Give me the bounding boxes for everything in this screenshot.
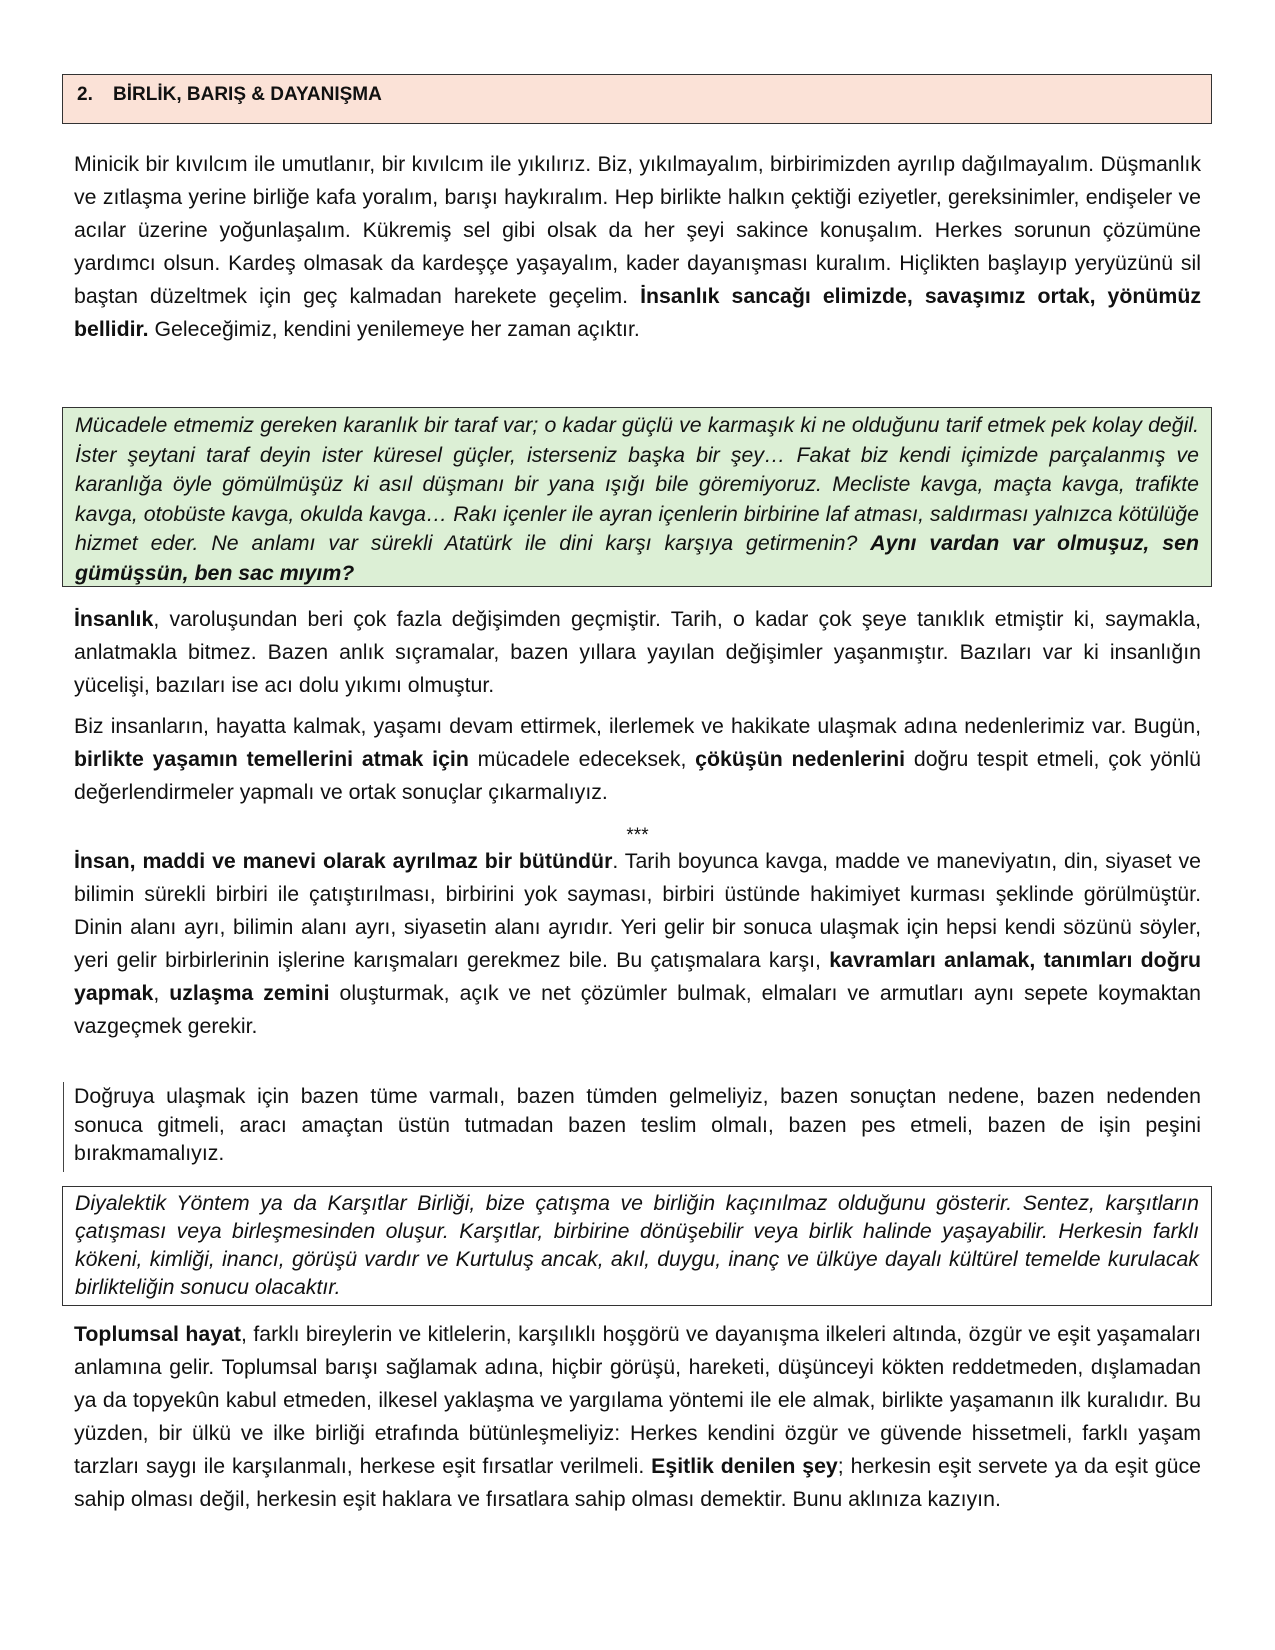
paragraph-human-whole bbox=[74, 845, 1201, 1043]
paragraph-text: . Tarih boyunca kavga, madde ve maneviyatın, din, siyaset ve bilimin sürekli birbiri ile çatıştırılması, birbirini yok sayması, birbiri üstünde hakimiyet kurması şeklinde görülmüştür. Dinin alanı ayrı, bilimin alanı ayrı, siyasetin alanı ayrıdır. Yeri gelir bir sonuca ulaşmak için hepsi kendi sözünü söyler, yeri gelir birbirlerinin işlerine karışmaları gerekmez bile. Bu çatışmalara karşı, bbox=[74, 849, 1201, 972]
paragraph-text: Geleceğimiz, kendini yenilemeye her zaman açıktır. bbox=[148, 317, 640, 341]
paragraph-humanity bbox=[74, 603, 1201, 702]
bold-phrase: İnsanlık bbox=[74, 607, 154, 631]
quote-box-dialectic bbox=[62, 1186, 1212, 1306]
section-number: 2. bbox=[77, 84, 93, 105]
paragraph-text: doğru tespit etmeli, çok yönlü değerlendirmeler yapmalı ve ortak sonuçlar çıkarmalıyız. bbox=[74, 747, 1202, 804]
paragraph-intro bbox=[74, 148, 1201, 346]
paragraph-text: , farklı bireylerin ve kitlelerin, karşılıklı hoşgörü ve dayanışma ilkeleri altında, özgür ve eşit yaşamaları anlamına gelir. Toplumsal barışı sağlamak adına, hiçbir görüşü, hareketi, düşünceyi kökten reddetmeden, dışlamadan ya da topyekûn kabul etmeden, ilkesel yaklaşma ve yargılama yöntemi ile ele almak, birlikte yaşamanın ilk kuralıdır. Bu yüzden, bir ülkü ve ilke birliği etrafında bütünleşmeliyiz: Herkes kendini özgür ve güvende hissetmeli, farklı yaşam tarzları saygı ile karşılanmalı, herkese eşit fırsatlar verilmeli. bbox=[74, 1322, 1201, 1478]
paragraph-reasons bbox=[74, 710, 1201, 809]
section-heading bbox=[62, 74, 1212, 124]
quote-bold-phrase: Aynı vardan var olmuşuz, sen gümüşsün, ben sac mıyım? bbox=[75, 531, 1199, 585]
quote-text: Mücadele etmemiz gereken karanlık bir taraf var; o kadar güçlü ve karmaşık ki ne olduğunu tarif etmek pek kolay değil. İster şeytani taraf deyin ister küresel güçler, isterseniz başka bir şey… Fakat biz kendi içimizde parçalanmış ve karanlığa öyle gömülmüşüz ki asıl düşmanı bir yana ışığı bile göremiyoruz. Mecliste kavga, maçta kavga, trafikte kavga, otobüste kavga, okulda kavga… Rakı içenler ile ayran içenlerin birbirine laf atması, saldırması yalnızca kötülüğe hizmet eder. Ne anlamı var sürekli Atatürk ile dini karşı karşıya getirmenin? bbox=[75, 413, 1199, 555]
bold-phrase: Eşitlik denilen şey bbox=[651, 1454, 838, 1478]
section-title: BİRLİK, BARIŞ & DAYANIŞMA bbox=[113, 84, 382, 105]
paragraph-text: ; herkesin eşit servete ya da eşit güce sahip olması değil, herkesin eşit haklara ve fırsatlara sahip olması demektir. Bunu aklınıza kazıyın. bbox=[74, 1454, 1201, 1511]
paragraph-text: , varoluşundan beri çok fazla değişimden geçmiştir. Tarih, o kadar çok şeye tanıklık etmiştir ki, saymakla, anlatmakla bitmez. Bazen anlık sıçramalar, bazen yıllara yayılan değişimler yaşanmıştır. Bazıları var ki insanlığın yücelişi, bazıları ise acı dolu yıkımı olmuştur. bbox=[74, 607, 1201, 697]
paragraph-text: Biz insanların, hayatta kalmak, yaşamı devam ettirmek, ilerlemek ve hakikate ulaşmak adına nedenlerimiz var. Bugün, bbox=[74, 714, 1201, 738]
bold-phrase: İnsan, maddi ve manevi olarak ayrılmaz bir bütündür bbox=[74, 849, 613, 873]
bold-phrase: birlikte yaşamın temellerini atmak için bbox=[74, 747, 469, 771]
paragraph-truth bbox=[74, 1082, 1201, 1168]
margin-bar bbox=[63, 1082, 64, 1172]
bold-phrase: kavramları anlamak, tanımları doğru yapmak bbox=[74, 948, 1201, 1005]
paragraph-social-life bbox=[74, 1318, 1201, 1516]
quote-text: Diyalektik Yöntem ya da Karşıtlar Birliği, bize çatışma ve birliğin kaçınılmaz olduğunu gösterir. Sentez, karşıtların çatışması veya birleşmesinden oluşur. Karşıtlar, birbirine dönüşebilir veya birlik halinde yaşayabilir. Herkesin farklı kökeni, kimliği, inancı, görüşü vardır ve Kurtuluş ancak, akıl, duygu, inanç ve ülküye dayalı kültürel temelde kurulacak birlikteliğin sonucu olacaktır. bbox=[75, 1191, 1199, 1299]
paragraph-text: mücadele edeceksek, bbox=[468, 747, 696, 771]
section-separator: *** bbox=[626, 825, 649, 846]
bold-phrase: uzlaşma zemini bbox=[169, 981, 330, 1005]
bold-phrase: İnsanlık sancağı elimizde, savaşımız ortak, yönümüz bellidir. bbox=[74, 284, 1201, 341]
bold-phrase: Toplumsal hayat bbox=[74, 1322, 241, 1346]
paragraph-text: Doğruya ulaşmak için bazen tüme varmalı, bazen tümden gelmeliyiz, bazen sonuçtan nedene, bazen nedenden sonuca gitmeli, aracı amaçtan üstün tutmadan bazen teslim olmalı, bazen pes etmeli, bazen de işin peşini bırakmamalıyız. bbox=[74, 1084, 1201, 1165]
bold-phrase: çöküşün nedenlerini bbox=[695, 747, 906, 771]
paragraph-text: , bbox=[153, 981, 170, 1005]
paragraph-text: oluşturmak, açık ve net çözümler bulmak, elmaları ve armutları aynı sepete koymaktan vazgeçmek gerekir. bbox=[74, 981, 1201, 1038]
paragraph-text: Minicik bir kıvılcım ile umutlanır, bir kıvılcım ile yıkılırız. Biz, yıkılmayalım, birbirimizden ayrılıp dağılmayalım. Düşmanlık ve zıtlaşma yerine birliğe kafa yoralım, barışı haykıralım. Hep birlikte halkın çektiği eziyetler, gereksinimler, endişeler ve acılar üzerine yoğunlaşalım. Kükremiş sel gibi olsak da her şeyi sakince konuşalım. Herkes sorunun çözümüne yardımcı olsun. Kardeş olmasak da kardeşçe yaşayalım, kader dayanışması kuralım. Hiçlikten başlayıp yeryüzünü sil baştan düzeltmek için geç kalmadan harekete geçelim. bbox=[74, 152, 1201, 308]
quote-box-green bbox=[62, 407, 1212, 587]
